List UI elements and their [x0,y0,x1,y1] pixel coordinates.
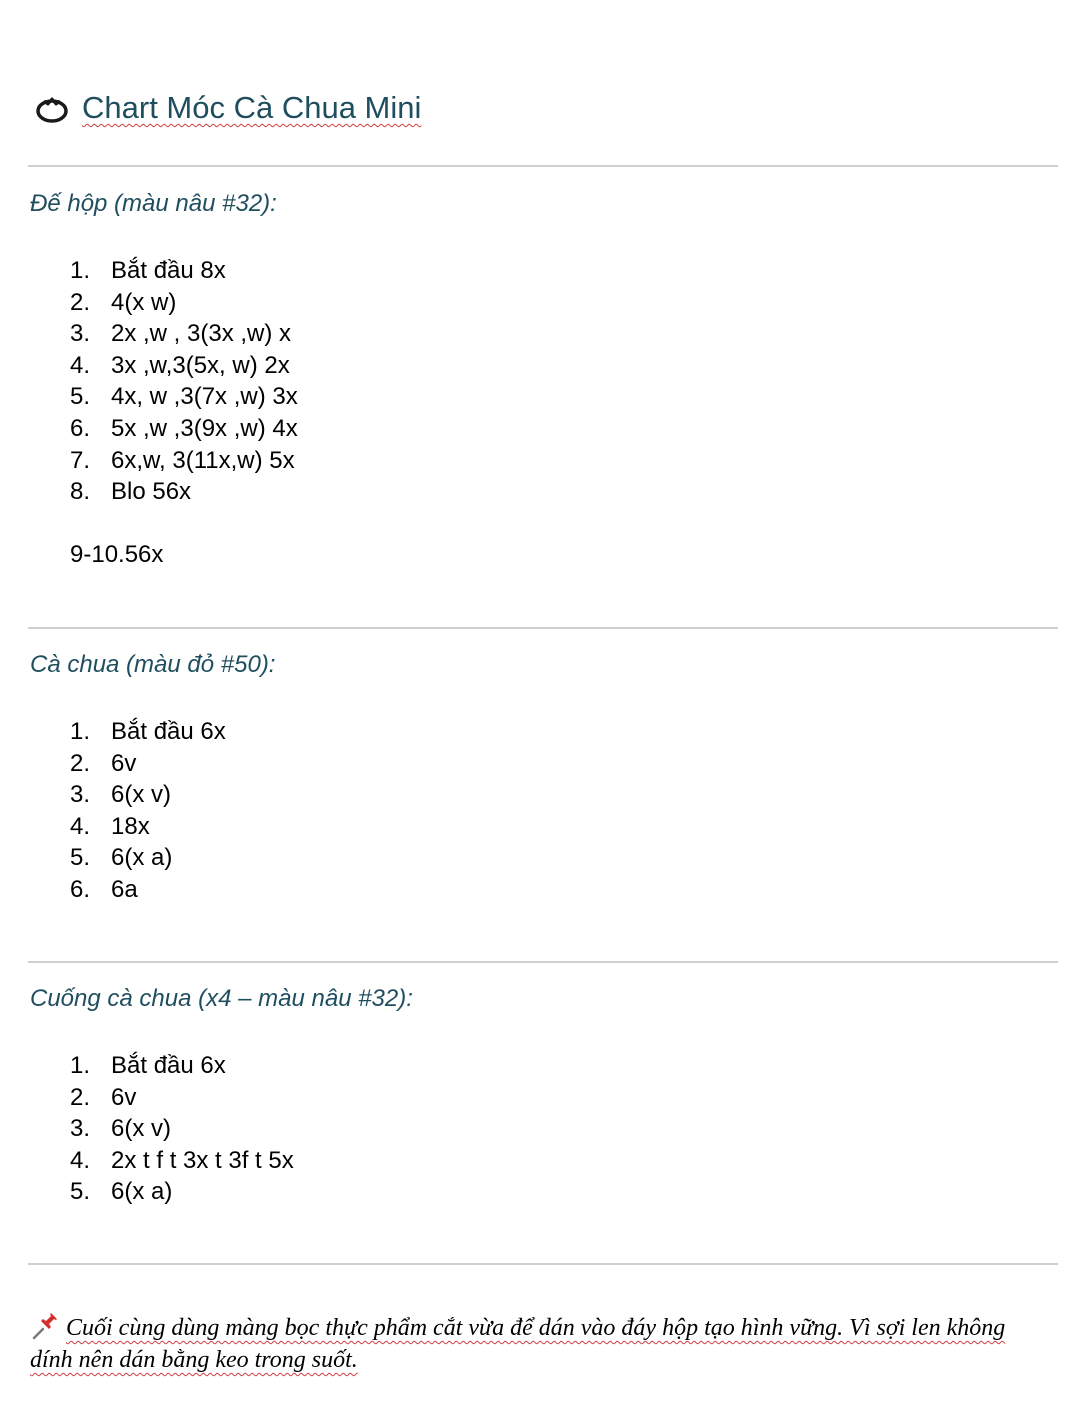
tomato-icon [34,90,70,126]
steps-list-stem [70,1050,294,1208]
section-heading-base: Đế hộp (màu nâu #32): [30,190,277,217]
divider [28,627,1058,629]
divider [28,1263,1058,1265]
list-item: 3. 6(x v) [70,781,171,809]
extra-rows-text: 9-10.56x [70,541,164,568]
divider [28,961,1058,963]
pushpin-icon [30,1312,60,1340]
page-title [34,86,421,130]
list-item: 1. Bắt đầu 8x [70,257,226,284]
list-item: 2. 4(x w) [70,288,177,316]
list-item: 6. 6a [70,875,138,903]
steps-list-tomato [70,716,226,906]
list-item: 1. Bắt đầu 6x [70,1052,226,1079]
list-item: 5. 6(x a) [70,1178,173,1206]
title-text: Chart Móc Cà Chua Mini [82,90,422,125]
note-text: Cuối cùng dùng màng bọc thực phẩm cắt vừa để dán vào đáy hộp tạo hình vững. Vì sợi len không dính nên dán bằng keo trong suốt. [30,1315,1006,1373]
steps-list-base [70,255,298,508]
list-item: 3. 6(x v) [70,1115,171,1143]
list-item: 2. 6v [70,749,137,777]
list-item: 3. 2x ,w , 3(3x ,w) x [70,320,292,348]
list-item: 7. 6x,w, 3(11x,w) 5x [70,446,295,474]
list-item: 8. Blo 56x [70,478,192,506]
list-item: 1. Bắt đầu 6x [70,718,226,745]
list-item: 2. 6v [70,1083,137,1111]
final-note [30,1312,1040,1376]
list-item: 4. 18x [70,812,150,840]
section-heading-stem: Cuống cà chua (x4 – màu nâu #32): [30,985,413,1012]
list-item: 6. 5x ,w ,3(9x ,w) 4x [70,414,298,442]
list-item: 4. 2x t f t 3x t 3f t 5x [70,1146,294,1174]
divider [28,165,1058,167]
list-item: 5. 6(x a) [70,844,173,872]
list-item: 4. 3x ,w,3(5x, w) 2x [70,351,290,379]
list-item: 5. 4x, w ,3(7x ,w) 3x [70,383,298,411]
section-heading-tomato: Cà chua (màu đỏ #50): [30,651,276,678]
